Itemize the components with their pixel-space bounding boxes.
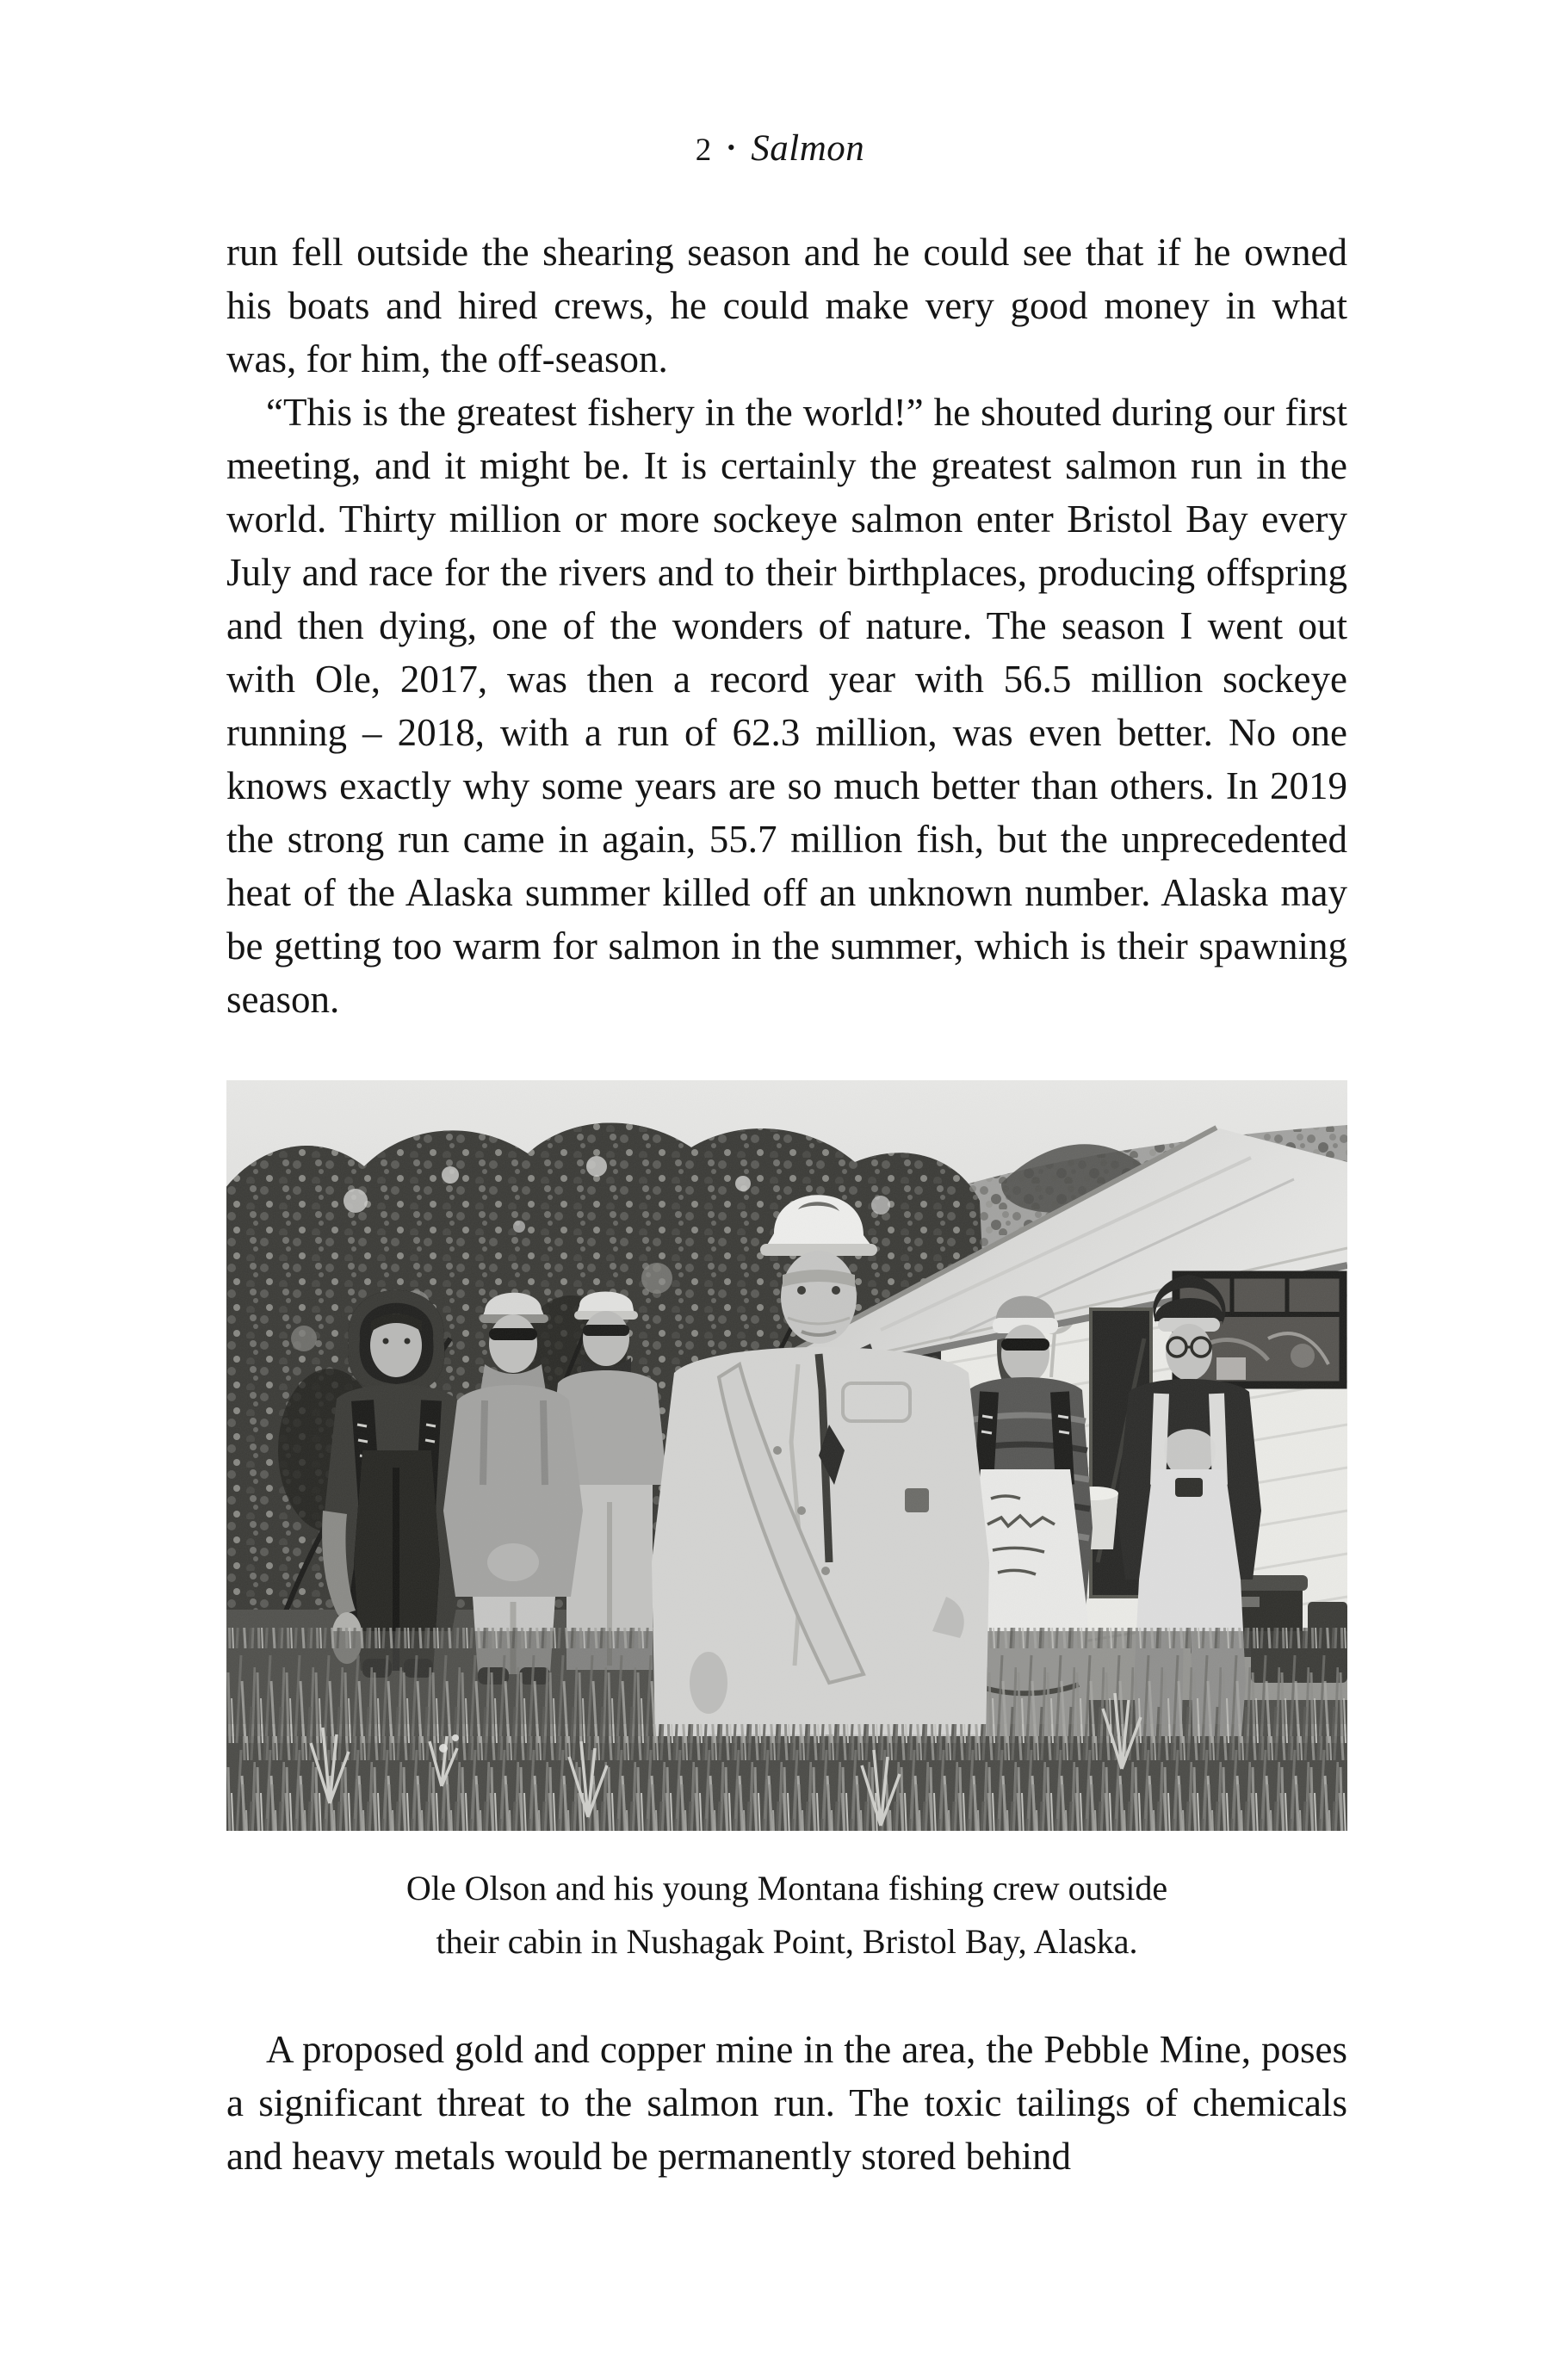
photo-caption bbox=[226, 1862, 1347, 1969]
caption-line-2: their cabin in Nushagak Point, Bristol Bay, Alaska. bbox=[436, 1922, 1138, 1961]
photo-grain bbox=[226, 1080, 1347, 1831]
crew-photo-figure bbox=[226, 1080, 1347, 1969]
running-head bbox=[0, 127, 1560, 170]
separator-bullet: • bbox=[727, 135, 736, 160]
chapter-title: Salmon bbox=[751, 128, 865, 169]
crew-photo bbox=[226, 1080, 1347, 1831]
body-paragraph-1: run fell outside the shearing season and he could see that if he owned his boats and hired crews, he could make very good money in what was, for him, the off-season. bbox=[226, 231, 1347, 380]
body-paragraph-3: A proposed gold and copper mine in the area, the Pebble Mine, poses a significant threat to the salmon run. The toxic tailings of chemicals and heavy metals would be permanently stored behind bbox=[226, 2028, 1347, 2178]
body-paragraph-2: “This is the greatest fishery in the world!” he shouted during our first meeting, and it might be. It is certainly the greatest salmon run in the world. Thirty million or more sockeye salmon enter Bristol Bay every July and race for the rivers and to their birthplaces, producing offspring and then dying, one of the wonders of nature. The season I went out with Ole, 2017, was then a record year with 56.5 million sockeye running – 2018, with a run of 62.3 million, was even better. No one knows exactly why some years are so much better than others. In 2019 the strong run came in again, 55.7 million fish, but the unprecedented heat of the Alaska summer killed off an unknown number. Alaska may be getting too warm for salmon in the summer, which is their spawning season. bbox=[226, 391, 1347, 1021]
body-text bbox=[226, 226, 1347, 1026]
caption-line-1: Ole Olson and his young Montana fishing crew outside bbox=[405, 1869, 1168, 1907]
page-number: 2 bbox=[695, 133, 712, 168]
